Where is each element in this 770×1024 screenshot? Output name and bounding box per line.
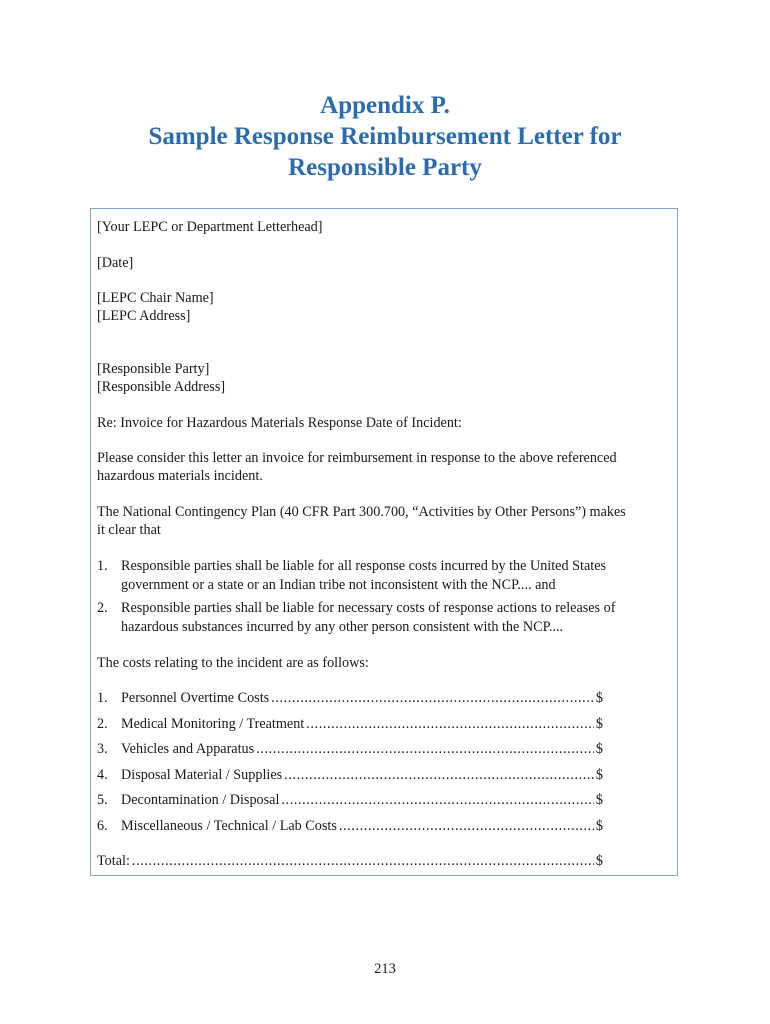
chair-name-placeholder: [LEPC Chair Name]: [97, 290, 214, 306]
intro-paragraph-line-1: Please consider this letter an invoice for reimbursement in response to the above referenced: [97, 450, 617, 466]
total-line: [97, 852, 603, 870]
cost-number: 1.: [97, 690, 108, 706]
cost-line-item: [97, 791, 603, 809]
dot-leader: [256, 740, 594, 758]
appendix-title: Appendix P.: [320, 92, 450, 119]
dot-leader: [284, 766, 594, 784]
cost-label: Decontamination / Disposal: [121, 792, 280, 808]
cost-label: Personnel Overtime Costs: [121, 690, 270, 706]
ncp-paragraph-line-1: The National Contingency Plan (40 CFR Part 300.700, “Activities by Other Persons”) makes: [97, 504, 626, 520]
page-number: 213: [374, 961, 396, 977]
cost-number: 3.: [97, 741, 108, 757]
dot-leader: [132, 852, 594, 870]
currency-symbol: $: [595, 741, 603, 757]
appendix-subtitle-line-2: Responsible Party: [288, 154, 482, 181]
provision-number: 2.: [97, 600, 108, 616]
cost-label: Disposal Material / Supplies: [121, 767, 283, 783]
provision-text-line-2: government or a state or an Indian tribe not inconsistent with the NCP.... and: [121, 576, 556, 593]
provision-text-line-1: Responsible parties shall be liable for all response costs incurred by the United States: [121, 558, 607, 574]
dot-leader: [281, 791, 594, 809]
cost-line-item: [97, 766, 603, 784]
currency-symbol: $: [595, 818, 603, 834]
dot-leader: [339, 817, 594, 835]
intro-paragraph-line-2: hazardous materials incident.: [97, 468, 263, 484]
provision-item: [121, 599, 661, 636]
cost-line-item: [97, 740, 603, 758]
currency-symbol: $: [595, 716, 603, 732]
currency-symbol: $: [595, 690, 603, 706]
cost-line-item: [97, 715, 603, 733]
provision-item: [121, 557, 661, 594]
appendix-heading: [0, 90, 770, 183]
total-label: Total:: [97, 853, 130, 869]
subject-line: Re: Invoice for Hazardous Materials Response Date of Incident:: [97, 415, 462, 431]
party-name-placeholder: [Responsible Party]: [97, 361, 210, 377]
dot-leader: [306, 715, 594, 733]
appendix-subtitle-line-1: Sample Response Reimbursement Letter for: [148, 123, 622, 150]
letterhead-placeholder: [Your LEPC or Department Letterhead]: [97, 219, 323, 235]
costs-intro: The costs relating to the incident are as follows:: [97, 655, 369, 671]
cost-line-item: [97, 817, 603, 835]
currency-symbol: $: [595, 792, 603, 808]
cost-label: Vehicles and Apparatus: [121, 741, 255, 757]
currency-symbol: $: [595, 767, 603, 783]
cost-number: 2.: [97, 716, 108, 732]
dot-leader: [271, 689, 594, 707]
cost-label: Miscellaneous / Technical / Lab Costs: [121, 818, 337, 834]
provision-number: 1.: [97, 558, 108, 574]
cost-label: Medical Monitoring / Treatment: [121, 716, 305, 732]
ncp-paragraph-line-2: it clear that: [97, 522, 161, 538]
cost-number: 5.: [97, 792, 108, 808]
provision-text-line-2: hazardous substances incurred by any other person consistent with the NCP....: [121, 618, 564, 635]
cost-number: 6.: [97, 818, 108, 834]
currency-symbol: $: [595, 853, 603, 869]
chair-address-placeholder: [LEPC Address]: [97, 308, 191, 324]
provision-text-line-1: Responsible parties shall be liable for necessary costs of response actions to releases of: [121, 600, 616, 616]
cost-line-item: [97, 689, 603, 707]
cost-number: 4.: [97, 767, 108, 783]
date-placeholder: [Date]: [97, 255, 134, 271]
party-address-placeholder: [Responsible Address]: [97, 379, 226, 395]
